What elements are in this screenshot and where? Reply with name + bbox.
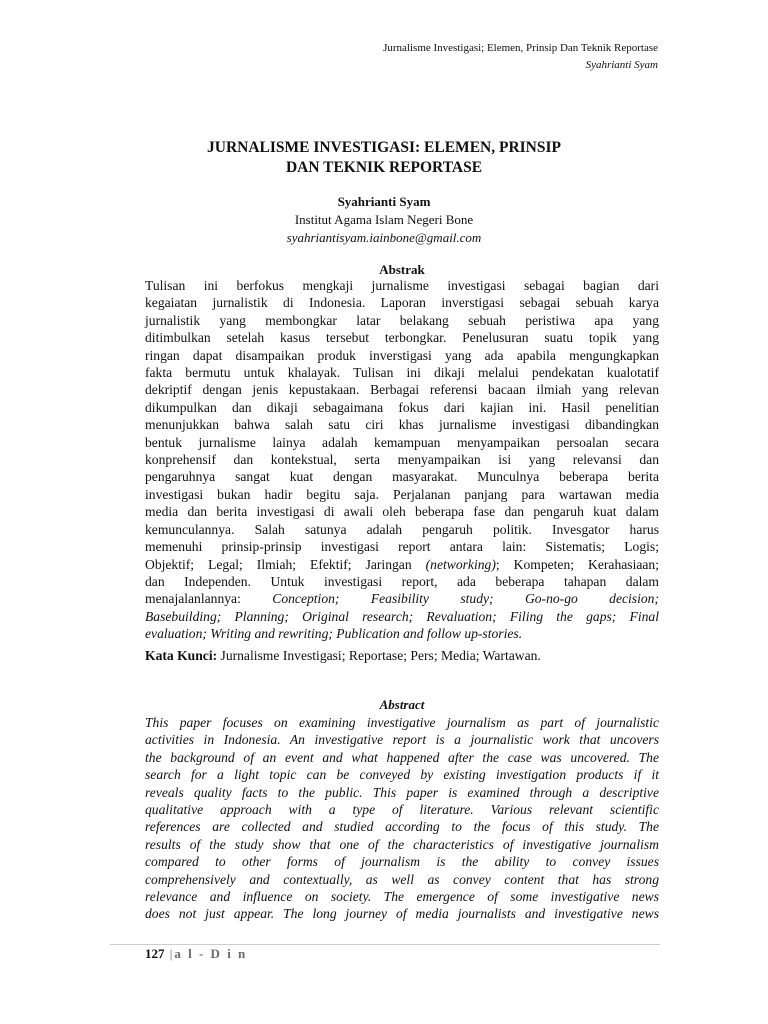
journal-name: a l - D i n — [174, 946, 248, 961]
abstrak-text: ; Kompeten; Kerahasiaan; — [495, 556, 659, 572]
abstrak-line: dikumpulkan dan dikaji sebagaimana fokus dari kajian ini. Hasil penelitian — [145, 399, 659, 415]
author-email[interactable]: syahriantisyam.iainbone@gmail.com — [286, 230, 482, 245]
abstrak-text: menajalanlannya: — [145, 591, 273, 607]
abstrak-heading: Abstrak — [379, 262, 425, 277]
abstrak-line: konprehensif dan kontekstual, serta menyampaikan isi yang relevansi dan — [145, 452, 659, 468]
abstrak-line: bentuk jurnalisme lainya adalah kemampuan menyampaikan persoalan secara — [145, 434, 659, 450]
keywords-text: Jurnalisme Investigasi; Reportase; Pers; Media; Wartawan. — [217, 648, 541, 663]
page-number: 127 — [145, 946, 165, 961]
abstrak-line: pengaruhnya sangat kuat dengan masyarakat. Munculnya beberapa berita — [145, 469, 659, 485]
abstrak-line: Basebuilding; Planning; Original research; Revaluation; Filing the gaps; Final — [145, 608, 659, 624]
abstract-line: compared to other forms of journalism is the ability to convey issues — [145, 854, 659, 870]
abstract-line: comprehensively and contextually, as well as convey content that has strong — [145, 871, 659, 887]
paper-title-line-1: JURNALISME INVESTIGASI: ELEMEN, PRINSIP — [207, 139, 561, 156]
footer-separator: | — [169, 946, 173, 961]
abstrak-body — [145, 277, 659, 643]
abstract-body — [145, 714, 659, 923]
abstract-line: does not just appear. The long journey of media journalists and investigative news — [145, 906, 659, 922]
running-head — [383, 40, 658, 74]
abstrak-line: dan Independen. Untuk investigasi report, ada beberapa tahapan dalam — [145, 573, 659, 589]
abstrak-line — [145, 590, 659, 607]
author-affiliation: Institut Agama Islam Negeri Bone — [294, 212, 474, 227]
abstrak-line: ditimbulkan setelah kasus tersebut terbongkar. Penelusuran suatu topik yang — [145, 330, 659, 346]
abstrak-line — [145, 556, 659, 573]
abstrak-line: dekriptif dengan jenis kepustakaan. Berbagai referensi bacaan ilmiah yang relevan — [145, 382, 659, 398]
abstrak-line: ringan dapat disampaikan produk inverstigasi yang ada apabila mengungkapkan — [145, 347, 659, 363]
abstrak-emphasis: (networking) — [425, 556, 496, 572]
abstrak-line: menunjukkan bahwa salah satu ciri khas jurnalisme investigasi dibandingkan — [145, 417, 659, 433]
abstrak-line: jurnalistik yang membongkar latar belakang sebuah peristiwa apa yang — [145, 312, 659, 328]
keywords — [145, 648, 659, 664]
page-footer — [145, 946, 247, 962]
abstract-line: search for a light topic can be conveyed by existing investigation products if it — [145, 767, 659, 783]
abstract-line: references are collected and studied according to the focus of this study. The — [145, 819, 659, 835]
abstrak-line: fakta bermutu untuk khalayak. Tulisan ini dikaji melalui pendekatan kualotatif — [145, 365, 659, 381]
abstrak-line: Tulisan ini berfokus mengkaji jurnalisme investigasi sebagai bagian dari — [145, 278, 659, 293]
author-name: Syahrianti Syam — [337, 194, 431, 209]
abstrak-line: kemunculannya. Salah satunya adalah pengaruh politik. Invesgator harus — [145, 521, 659, 537]
abstrak-text: Objektif; Legal; Ilmiah; Efektif; Jaringan — [145, 556, 426, 572]
keywords-label: Kata Kunci: — [145, 648, 218, 663]
running-head-author: Syahrianti Syam — [585, 59, 658, 71]
abstract-heading: Abstract — [379, 697, 425, 712]
abstract-line: the background of an event and what happened after the case was uncovered. The — [145, 749, 659, 765]
author-block — [120, 193, 648, 247]
paper-title-line-2: DAN TEKNIK REPORTASE — [285, 159, 483, 176]
abstract-line: reveals quality facts to the public. This paper is examined through a descriptive — [145, 784, 659, 800]
abstract-line: relevance and influence on society. The emergence of some investigative news — [145, 889, 659, 905]
running-head-title: Jurnalisme Investigasi; Elemen, Prinsip Dan Teknik Reportase — [383, 42, 658, 54]
abstrak-emphasis: Conception; Feasibility study; Go-no-go decision; — [272, 591, 659, 607]
abstrak-line: evaluation; Writing and rewriting; Publication and follow up-stories. — [145, 626, 523, 642]
paper-title — [120, 138, 648, 178]
abstrak-line: memenuhi prinsip-prinsip investigasi report antara lain: Sistematis; Logis; — [145, 539, 659, 555]
abstract-line: results of the study show that one of the characteristics of investigative journalism — [145, 836, 659, 852]
footer-divider — [110, 944, 660, 945]
abstrak-line: kegaiatan jurnalistik di Indonesia. Laporan inverstigasi sebagai sebuah karya — [145, 295, 659, 311]
abstrak-line: media dan berita investigasi di awali oleh beberapa fase dan pengaruh kuat dalam — [145, 504, 659, 520]
abstract-line: This paper focuses on examining investigative journalism as part of journalistic — [145, 715, 659, 730]
abstract-line: qualitative approach with a type of literature. Various relevant scientific — [145, 802, 659, 818]
abstract-line: activities in Indonesia. An investigative report is a journalistic work that uncovers — [145, 732, 659, 748]
abstrak-line: investigasi bukan hadir begitu saja. Perjalanan panjang para wartawan media — [145, 486, 659, 502]
